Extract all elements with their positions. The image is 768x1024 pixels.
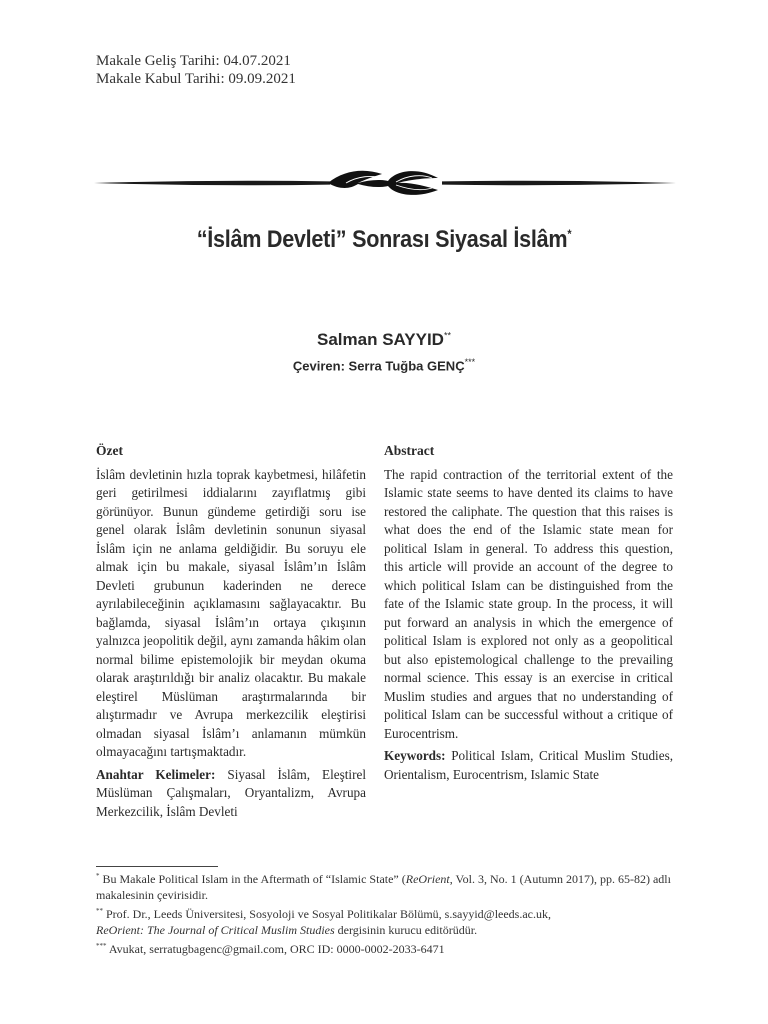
footnote-1-text-b: , Vol. 3, No. 1 (Autumn 2017), pp. 65-82) adlı makalesinin çevirisidir. bbox=[96, 872, 671, 902]
title-footnote-mark: * bbox=[567, 227, 572, 241]
ozet-keywords-label: Anahtar Kelimeler: bbox=[96, 766, 216, 782]
abstract-heading: Abstract bbox=[384, 443, 435, 458]
translator-line bbox=[0, 357, 768, 373]
abstract-keywords-text: Political Islam, Critical Muslim Studies, Orientalism, Eurocentrism, Islamic State bbox=[384, 748, 673, 782]
footnote-3 bbox=[96, 938, 676, 957]
translator-footnote-mark: *** bbox=[464, 357, 476, 367]
footnotes bbox=[96, 868, 676, 957]
abstract-body: The rapid contraction of the territorial extent of the Islamic state seems to have dented its claims to have restored the caliphate. The question that this raises is what does the end of the Islamic state mean for political Islam in general. To address this question, this article will provide an account of the degree to which political Islam can be distinguished from the fate of the Islamic state group. In the process, it will put forward an analysis in which the emergence of political Islam is explored not only as a geopolitical but also epistemological challenge to the prevailing normal science. This essay is an exercise in critical Muslim studies and argues that no understanding of political Islam can be successful without a critique of Eurocentrism. bbox=[384, 466, 673, 741]
article-dates bbox=[96, 52, 296, 88]
footnote-separator bbox=[96, 866, 218, 867]
footnote-1-mark: * bbox=[96, 872, 100, 880]
abstract-keywords-label: Keywords: bbox=[384, 748, 446, 763]
ozet-keywords-text: Siyasal İslâm, Eleştirel Müslüman Çalışmaları, Oryantalizm, Avrupa Merkezcilik, İslâm Devleti bbox=[96, 766, 366, 819]
received-date: Makale Geliş Tarihi: 04.07.2021 bbox=[96, 53, 291, 69]
footnote-2-text-a: Prof. Dr., Leeds Üniversitesi, Sosyoloji ve Sosyal Politikalar Bölümü, s.sayyid@leeds.ac.uk, bbox=[106, 907, 552, 921]
article-title bbox=[38, 226, 729, 254]
footnote-1-journal: ReOrient bbox=[405, 872, 450, 886]
footnote-2-text-b: dergisinin kurucu editörüdür. bbox=[334, 923, 478, 937]
abstract-keywords bbox=[384, 747, 673, 784]
title-text: “İslâm Devleti” Sonrası Siyasal İslâm bbox=[196, 226, 568, 253]
decorative-divider-ornament bbox=[92, 166, 678, 200]
ozet-column bbox=[96, 442, 366, 821]
author-line bbox=[0, 330, 768, 350]
author-name: Salman SAYYID bbox=[317, 330, 444, 349]
footnote-2-mark: ** bbox=[96, 907, 103, 915]
footnote-1-text-a: Bu Makale Political Islam in the Aftermath of “Islamic State” ( bbox=[102, 872, 406, 886]
footnote-2-journal: ReOrient: The Journal of Critical Muslim Studies bbox=[96, 923, 335, 937]
accepted-date: Makale Kabul Tarihi: 09.09.2021 bbox=[96, 71, 296, 87]
abstract-column bbox=[384, 442, 673, 784]
footnote-3-mark: *** bbox=[96, 942, 107, 950]
footnote-2 bbox=[96, 903, 676, 938]
footnote-3-text: Avukat, serratugbagenc@gmail.com, ORC ID: 0000-0002-2033-6471 bbox=[108, 942, 445, 956]
ozet-heading: Özet bbox=[96, 443, 123, 458]
ozet-body: İslâm devletinin hızla toprak kaybetmesi, hilâfetin geri getirilmesi iddialarını zayıflatmış gibi görünüyor. Bunun gündeme getirdiği soru ise genel olarak İslâm devletinin sonunun siyasal İslâm için ne anlama geldiğidir. Bu soruyu ele almak için bu makale, siyasal İslâm’ın İslâm Devleti grubunun kaderinden ne derece ayrılabileceğinin açıklamasını sağlayacaktır. Bu bağlamda, siyasal İslâm’ın ortaya çıkışının yalnızca jeopolitik değil, aynı zamanda hâkim olan normal bilime epistemolojik bir meydan okuma olarak araştırıldığı bir analiz olacaktır. Bu makale eleştirel Müslüman araştırmalarında bir alıştırmadır ve Avrupa merkezcilik eleştirisi olmadan siyasal İslâm’ı anlamanın mümkün olmayacağını tartışmaktadır. bbox=[96, 466, 366, 759]
translator-name: Çeviren: Serra Tuğba GENÇ bbox=[292, 358, 465, 374]
ozet-keywords bbox=[96, 766, 366, 822]
footnote-1 bbox=[96, 868, 676, 903]
author-footnote-mark: ** bbox=[443, 330, 451, 341]
